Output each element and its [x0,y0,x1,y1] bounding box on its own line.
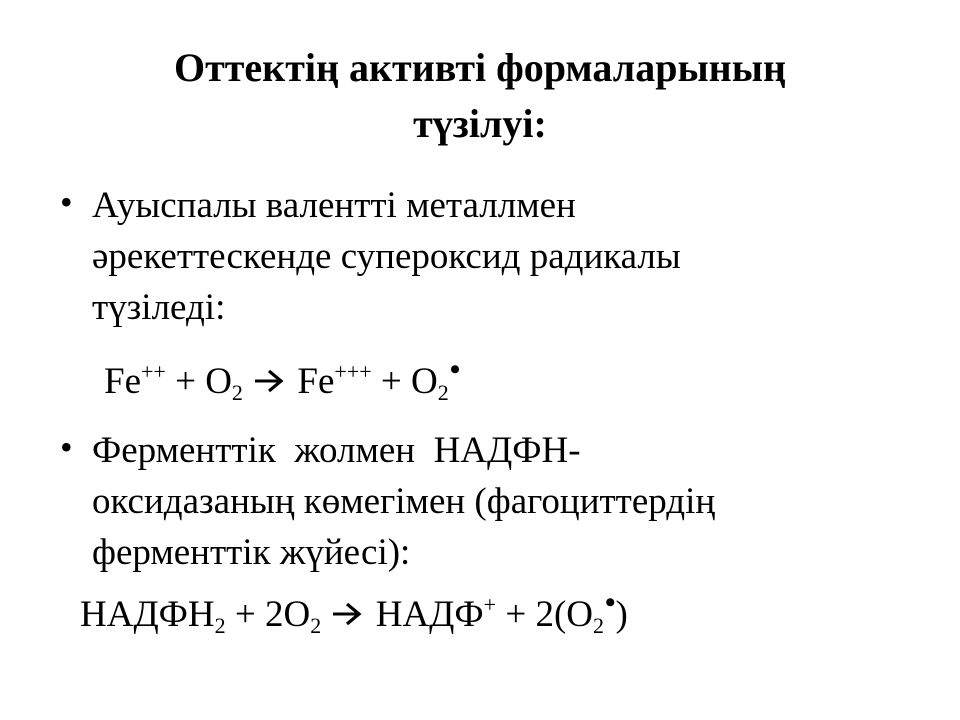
formula-term: НАДФН [80,594,215,635]
title-line-1: Оттектің активті формаларының [173,45,786,90]
title-line-2: түзілуі: [413,101,547,146]
subscript: 2 [231,380,243,405]
formula-term: + 2O [225,594,311,635]
formula-term: НАДФ [375,594,484,635]
bullet-line: Ауыспалы валентті металлмен [92,185,576,226]
charge-superscript: ++ [141,359,166,384]
radical-dot: • [605,586,616,619]
formula-term: ) [615,594,628,635]
arrow-right-icon [254,368,284,394]
radical-dot: • [449,353,461,386]
charge-superscript: +++ [334,359,372,384]
bullet-marker: • [60,182,73,222]
formula-term: + O [165,361,232,402]
reaction-formula-1 [104,353,461,405]
formula-term: Fe [104,361,141,402]
bullet-line: Ферменттік жолмен НАДФН- [92,430,581,471]
bullet-item-1 [60,180,900,333]
subscript: 2 [214,613,226,638]
subscript: 2 [437,380,449,405]
bullet-text [92,425,900,578]
bullet-item-2 [60,425,900,578]
slide-title [0,40,960,152]
formula-term: + 2(O [496,594,593,635]
bullet-line: ферменттік жүйесі): [92,532,411,573]
bullet-text [92,180,900,333]
formula-term: + O [371,361,438,402]
arrow-right-icon [332,601,362,627]
bullet-line: оксидазаның көмегімен (фагоциттердің [92,481,716,522]
charge-superscript: + [483,592,497,617]
formula-term: Fe [297,361,335,402]
bullet-line: әрекеттескенде супероксид радикалы [92,236,681,277]
bullet-marker: • [60,427,73,467]
subscript: 2 [310,613,322,638]
reaction-formula-2 [80,586,628,638]
subscript: 2 [593,613,604,638]
bullet-line: түзіледі: [92,287,226,328]
